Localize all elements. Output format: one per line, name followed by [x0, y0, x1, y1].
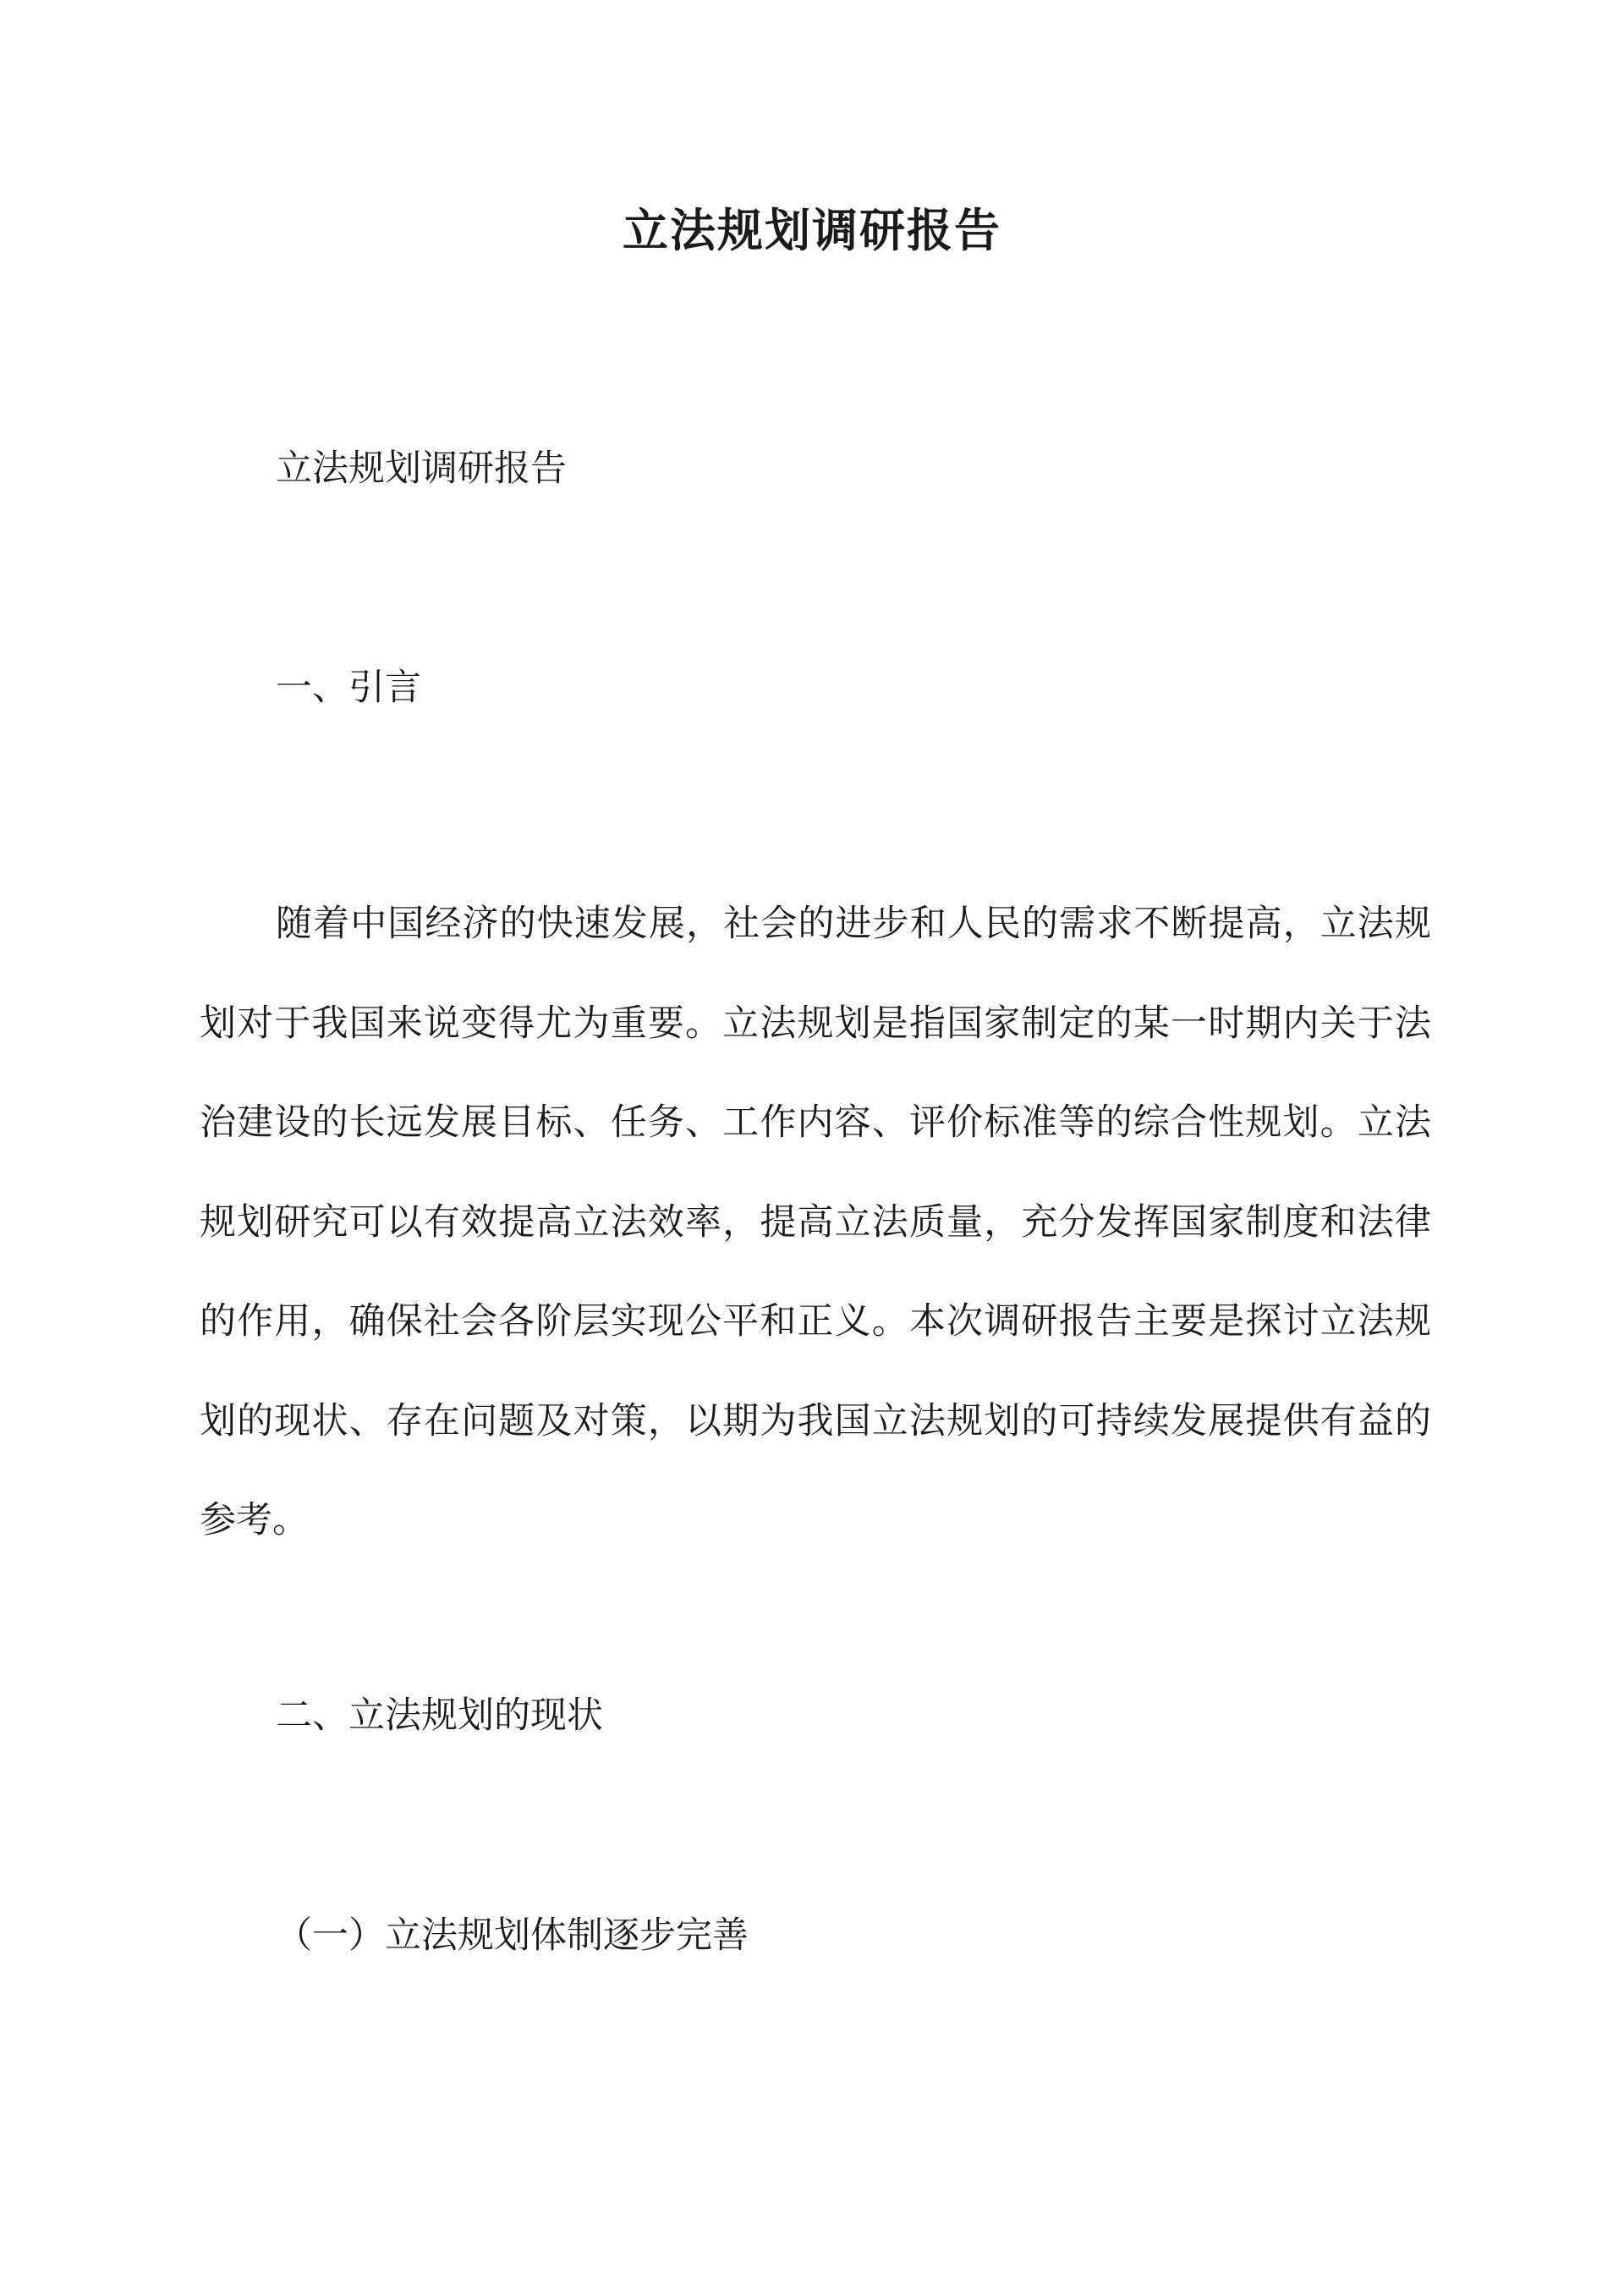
document-title: 立法规划调研报告 [623, 203, 1001, 257]
subsection-heading-system: （一）立法规划体制逐步完善 [276, 1914, 749, 1957]
document-subtitle: 立法规划调研报告 [276, 448, 567, 490]
section-heading-introduction: 一、引言 [276, 667, 421, 709]
section-heading-status: 二、立法规划的现状 [276, 1695, 603, 1737]
introduction-paragraph: 随着中国经济的快速发展，社会的进步和人民的需求不断提高，立法规划对于我国来说变得尤为重要。立法规划是指国家制定的某一时期内关于法治建设的长远发展目标、任务、工作内容、评价标准等的综合性规划。立法规划研究可以有效提高立法效率，提高立法质量，充分发挥国家制度和法律的作用，确保社会各阶层实现公平和正义。本次调研报告主要是探讨立法规划的现状、存在问题及对策，以期为我国立法规划的可持续发展提供有益的参考。 [200, 903, 1431, 1541]
